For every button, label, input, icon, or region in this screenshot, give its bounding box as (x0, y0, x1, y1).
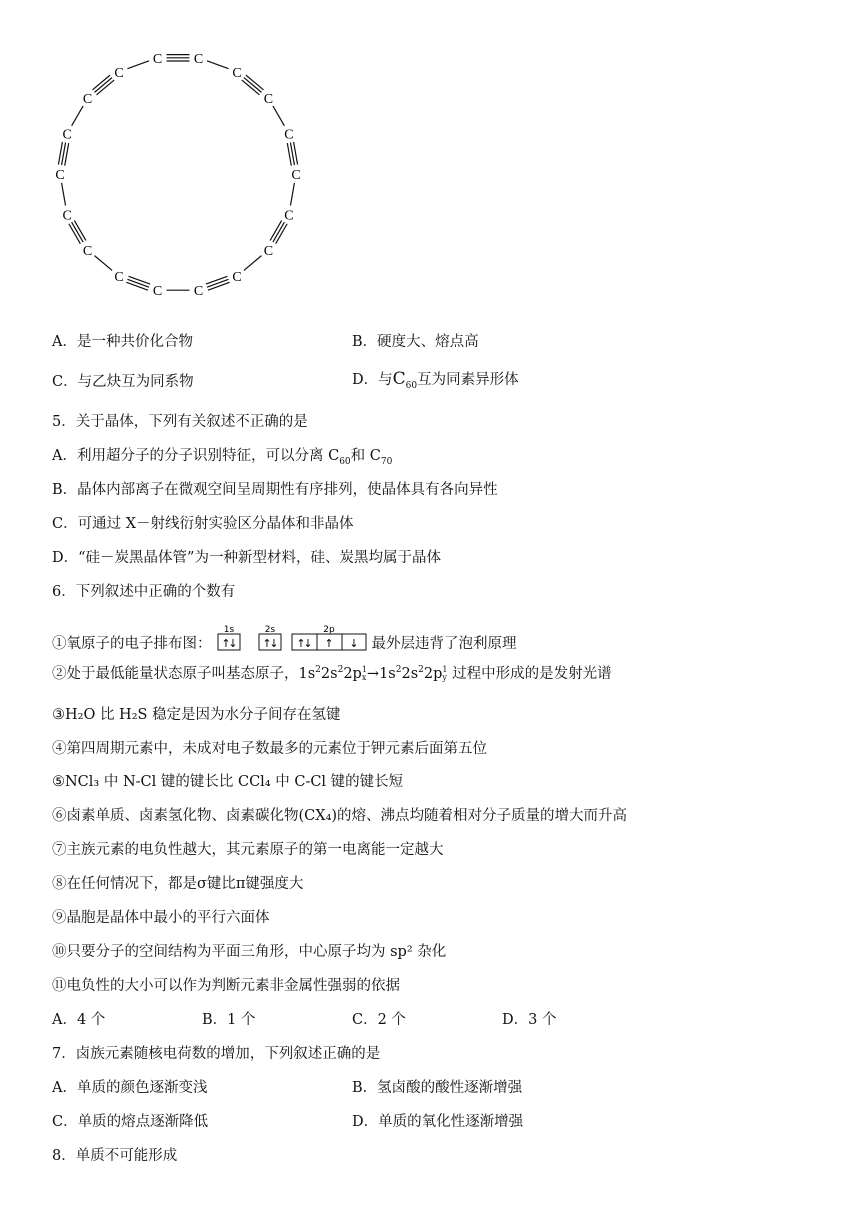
triple-bond (126, 282, 148, 290)
svg-text:↑: ↑ (323, 637, 334, 650)
q6-item-9: ⑨晶胞是晶体中最小的平行六面体 (52, 910, 270, 926)
q6-item-1 (52, 624, 517, 653)
q6-item-2-prefix: ②处于最低能量状态原子叫基态原子，1s (52, 666, 316, 682)
carbon-atom: C (263, 243, 274, 259)
q4-option-d-suffix: 互为同素异形体 (417, 372, 519, 388)
orbital-label-1s: 1s (223, 625, 234, 635)
q6-item-5: ⑤NCl₃ 中 N-Cl 键的键长比 CCl₄ 中 C-Cl 键的键长短 (52, 774, 404, 790)
orbital-label-2p: 2p (322, 625, 335, 635)
q6-item-3: ③H₂O 比 H₂S 稳定是因为水分子间存在氢键 (52, 707, 341, 723)
q6-item-8: ⑧在任何情况下，都是σ键比π键强度大 (52, 876, 304, 892)
q6-stem: 6．下列叙述中正确的个数有 (52, 584, 236, 600)
carbon-atom: C (82, 92, 93, 108)
q6-item-2-suffix: 过程中形成的是发射光谱 (452, 666, 612, 682)
triple-bond (242, 80, 260, 95)
single-bond (290, 183, 294, 206)
carbon-atom: C (62, 208, 72, 224)
svg-text:↓: ↓ (348, 637, 359, 650)
triple-bond (95, 78, 113, 93)
q4-option-c: C．与乙炔互为同系物 (52, 374, 194, 390)
carbon-atom: C (263, 92, 274, 108)
single-bond (72, 106, 83, 126)
q7-option-c: C．单质的熔点逐渐降低 (52, 1114, 209, 1130)
carbon-atom: C (152, 284, 163, 300)
single-bond (207, 61, 229, 69)
q5-option-a-sub1: 60 (339, 456, 351, 467)
q5-option-a-mid: 和 C (350, 448, 381, 464)
q6-item-1-suffix: 最外层违背了泡利原理 (371, 636, 517, 652)
svg-text:↑: ↑ (220, 637, 231, 650)
q6-option-a: A．4 个 (52, 1012, 106, 1028)
q5-option-a (52, 444, 392, 467)
q5-stem: 5．关于晶体，下列有关叙述不正确的是 (52, 414, 308, 430)
carbon-atom: C (193, 284, 204, 300)
carbon-atom: C (291, 168, 301, 183)
carbon-atom: C (232, 270, 242, 286)
triple-bond (206, 276, 228, 284)
single-bond (127, 61, 149, 69)
q4-option-b: B．硬度大、熔点高 (352, 334, 479, 350)
q6-item-2: ②处于最低能量状态原子叫基态原子，$1s^22s^22p1$ $x\to 1s^22s^22p1$ y 过程中形成的是发射光谱 (52, 665, 612, 682)
single-bond (273, 106, 284, 126)
q7-option-b: B．氢卤酸的酸性逐渐增强 (352, 1080, 523, 1096)
triple-bond (246, 75, 264, 90)
q4-option-d-subscript: 60 (405, 380, 418, 391)
q4-option-d (352, 368, 519, 391)
cyclo-carbon-diagram (40, 52, 320, 312)
svg-text:↓: ↓ (227, 637, 238, 650)
svg-text:↑: ↑ (261, 637, 272, 650)
triple-bond (208, 282, 230, 290)
triple-bond (92, 75, 110, 90)
q6-option-b: B．1 个 (202, 1012, 256, 1028)
carbon-atom: C (232, 65, 242, 81)
q5-option-c: C．可通过 X－射线衍射实验区分晶体和非晶体 (52, 516, 354, 532)
q4-option-d-prefix: D．与 (352, 372, 393, 388)
q8-stem: 8．单质不可能形成 (52, 1148, 178, 1164)
orbital-diagram (214, 624, 370, 652)
orbital-label-2s: 2s (264, 625, 275, 635)
q6-item-10: ⑩只要分子的空间结构为平面三角形，中心原子均为 sp² 杂化 (52, 944, 447, 960)
q4-option-d-symbol: C (392, 369, 406, 389)
triple-bond (244, 78, 262, 93)
q6-item-11: ⑪电负性的大小可以作为判断元素非金属性强弱的依据 (52, 978, 400, 994)
q5-option-a-text: A．利用超分子的分子识别特征，可以分离 C (52, 448, 340, 464)
carbon-atom: C (114, 65, 124, 81)
q6-option-d: D．3 个 (502, 1012, 557, 1028)
q5-option-d: D．“硅－炭黑晶体管”为一种新型材料，硅、炭黑均属于晶体 (52, 550, 441, 566)
svg-text:↑: ↑ (295, 637, 306, 650)
q4-option-a: A．是一种共价化合物 (52, 334, 193, 350)
q6-item-6: ⑥卤素单质、卤素氢化物、卤素碳化物(CX₄)的熔、沸点均随着相对分子质量的增大而升高 (52, 808, 628, 824)
svg-text:↓: ↓ (302, 637, 313, 650)
q6-option-c: C．2 个 (352, 1012, 406, 1028)
single-bond (244, 256, 262, 271)
q5-option-a-sub2: 70 (380, 456, 393, 467)
carbon-atom: C (193, 52, 204, 67)
triple-bond (97, 80, 115, 95)
carbon-atom: C (284, 208, 294, 224)
triple-bond (207, 279, 229, 287)
q7-option-d: D．单质的氧化性逐渐增强 (352, 1114, 524, 1130)
svg-text:↓: ↓ (268, 637, 279, 650)
carbon-atom: C (82, 243, 93, 259)
q6-item-4: ④第四周期元素中，未成对电子数最多的元素位于钾元素后面第五位 (52, 741, 487, 757)
carbon-atom: C (114, 270, 124, 286)
q6-item-1-prefix: ①氧原子的电子排布图： (52, 636, 212, 652)
triple-bond (127, 279, 149, 287)
q6-item-7: ⑦主族元素的电负性越大，其元素原子的第一电离能一定越大 (52, 842, 444, 858)
q7-option-a: A．单质的颜色逐渐变浅 (52, 1080, 208, 1096)
carbon-atom: C (284, 127, 294, 143)
single-bond (95, 256, 113, 271)
q5-option-b: B．晶体内部离子在微观空间呈周期性有序排列，使晶体具有各向异性 (52, 482, 498, 498)
triple-bond (129, 276, 151, 284)
carbon-atom: C (62, 127, 72, 143)
single-bond (62, 183, 66, 206)
q7-stem: 7．卤族元素随核电荷数的增加，下列叙述正确的是 (52, 1046, 381, 1062)
carbon-atom: C (152, 52, 163, 67)
carbon-atom: C (55, 168, 65, 183)
